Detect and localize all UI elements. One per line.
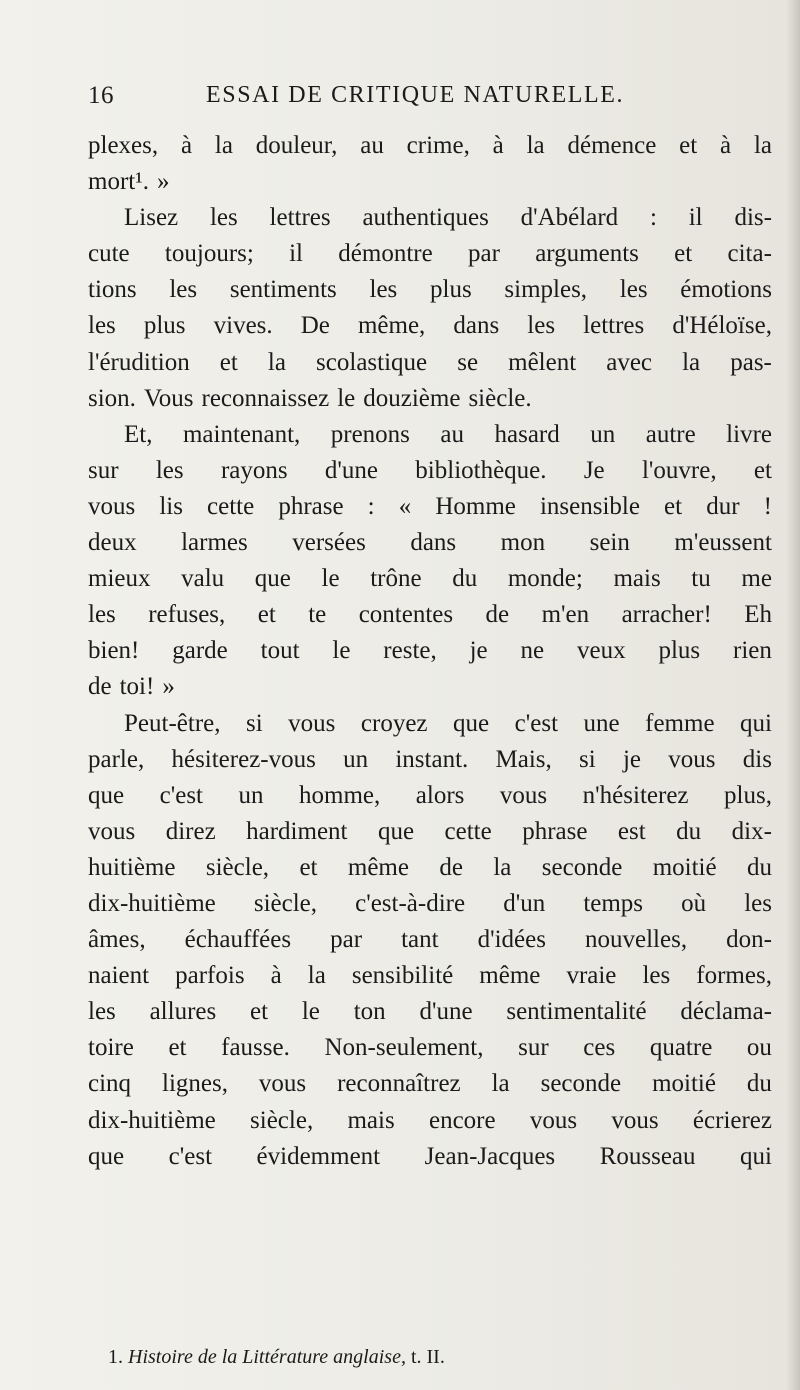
footnote-ref: t. II. xyxy=(410,1346,445,1368)
word: écrierez xyxy=(692,1106,772,1134)
word: c'est xyxy=(514,709,559,737)
word: la xyxy=(491,1070,510,1098)
word: vous xyxy=(499,781,548,809)
word: plus, xyxy=(724,781,772,809)
word: livre xyxy=(726,420,772,448)
word: que xyxy=(88,1142,125,1170)
word: Homme xyxy=(435,492,516,520)
word: il xyxy=(688,204,703,232)
word: cinq xyxy=(88,1070,132,1098)
word: valu xyxy=(181,565,225,593)
footnote xyxy=(108,1346,445,1369)
word: lignes, xyxy=(162,1070,228,1098)
word: veux xyxy=(576,637,626,665)
word: que xyxy=(453,709,490,737)
word: ! xyxy=(763,492,772,520)
word: hésiterez-vous xyxy=(171,745,316,773)
word: sentiments xyxy=(229,276,337,304)
word: toujours; xyxy=(164,240,254,268)
word: du xyxy=(452,565,478,593)
word: Et, xyxy=(124,420,153,448)
word: scolastique xyxy=(316,348,428,376)
word: maintenant, xyxy=(182,420,301,448)
word: contentes xyxy=(358,601,454,629)
word: évidemment xyxy=(256,1142,381,1170)
word: lettres xyxy=(269,204,331,232)
word: à xyxy=(492,132,504,159)
word: c'est xyxy=(159,781,203,809)
word: les xyxy=(169,276,198,304)
text-line xyxy=(88,1030,772,1066)
word: et xyxy=(250,998,269,1026)
word: même, xyxy=(357,312,426,340)
word: sentimentalité xyxy=(506,998,647,1026)
text-line xyxy=(88,922,772,958)
page-header xyxy=(88,82,768,112)
footnote-number: 1. xyxy=(108,1346,123,1368)
word: vraie xyxy=(566,962,617,990)
word: les xyxy=(88,998,116,1026)
word: dix- xyxy=(731,817,772,845)
word: la xyxy=(307,962,326,990)
word: allures xyxy=(149,998,217,1026)
word: au xyxy=(360,132,384,159)
word: âmes, xyxy=(88,926,146,954)
word: insensible xyxy=(539,492,640,520)
word: les xyxy=(744,889,772,917)
text-line xyxy=(88,164,772,200)
word: parle, xyxy=(88,745,145,773)
word: Eh xyxy=(744,601,772,629)
word: vous xyxy=(611,1106,659,1134)
text-line xyxy=(88,1139,772,1175)
word: » xyxy=(162,673,175,701)
word: lettres xyxy=(583,312,645,340)
text-line xyxy=(88,958,772,994)
word: mais xyxy=(613,565,661,593)
word: te xyxy=(308,601,327,629)
word: qui xyxy=(740,1142,772,1170)
word: un xyxy=(238,781,264,809)
page-edge-shadow xyxy=(786,0,800,1390)
word: toire xyxy=(88,1034,134,1062)
word: dur xyxy=(706,492,740,520)
word: les xyxy=(527,312,556,340)
word: bibliothèque. xyxy=(415,456,547,484)
word: mieux xyxy=(88,565,151,593)
word: la xyxy=(526,132,545,159)
word: du xyxy=(746,1070,772,1098)
word: même xyxy=(479,962,541,990)
word: plus xyxy=(143,312,186,340)
word: dis- xyxy=(734,204,772,232)
word: et xyxy=(664,492,683,520)
text-line xyxy=(88,886,772,922)
word: il xyxy=(289,240,304,268)
word: reste, xyxy=(383,637,437,665)
text-line xyxy=(88,453,772,489)
text-line xyxy=(88,850,772,886)
word: parfois xyxy=(175,962,245,990)
word: « xyxy=(398,492,412,520)
word: direz xyxy=(165,817,216,845)
word: et xyxy=(753,456,772,484)
word: toi! xyxy=(119,673,155,701)
text-line xyxy=(88,561,772,597)
word: sur xyxy=(518,1034,549,1062)
word: rayons xyxy=(220,456,288,484)
word: trône xyxy=(370,565,422,593)
word: un xyxy=(343,745,369,773)
word: Jean-Jacques xyxy=(424,1142,556,1170)
word: arracher! xyxy=(621,601,712,629)
word: Lisez xyxy=(124,204,179,232)
word: m'eussent xyxy=(674,529,772,557)
word: moitié xyxy=(652,853,717,881)
word: le xyxy=(321,565,340,593)
word: vous xyxy=(88,492,136,520)
word: du xyxy=(676,817,702,845)
word: femme xyxy=(645,709,715,737)
text-line xyxy=(88,272,772,308)
word: je xyxy=(469,637,488,665)
word: c'est xyxy=(168,1142,213,1170)
word: me xyxy=(741,565,772,593)
word: l'ouvre, xyxy=(641,456,717,484)
word: le xyxy=(337,384,356,412)
word: encore xyxy=(428,1106,496,1134)
text-line xyxy=(88,345,772,381)
word: nouvelles, xyxy=(585,926,688,954)
word: quatre xyxy=(649,1034,713,1062)
word: plus xyxy=(430,276,472,304)
word: crime, xyxy=(406,132,470,159)
word: larmes xyxy=(181,529,248,557)
word: vous xyxy=(668,745,716,773)
word: tout xyxy=(260,637,300,665)
word: démontre xyxy=(338,240,433,268)
word: tant xyxy=(401,926,439,954)
word: siècle, xyxy=(250,1106,314,1134)
word: d'une xyxy=(324,456,378,484)
word: la xyxy=(214,132,233,159)
word: » xyxy=(156,168,170,196)
text-line xyxy=(88,669,772,705)
word: d'Héloïse, xyxy=(672,312,772,340)
word: phrase xyxy=(278,492,344,520)
word: versées xyxy=(292,529,366,557)
word: ton xyxy=(353,998,386,1026)
text-line xyxy=(88,236,772,272)
word: ne xyxy=(520,637,545,665)
word: don- xyxy=(726,926,772,954)
word: moitié xyxy=(652,1070,716,1098)
word: mort¹. xyxy=(88,168,149,196)
word: naient xyxy=(88,962,150,990)
word: : xyxy=(649,204,657,232)
word: ces xyxy=(583,1034,616,1062)
word: temps xyxy=(583,889,644,917)
word: siècle, xyxy=(205,853,270,881)
word: à xyxy=(720,132,732,159)
word: dix-huitième xyxy=(88,889,216,917)
word: cette xyxy=(207,492,255,520)
word: les xyxy=(209,204,238,232)
word: siècle, xyxy=(253,889,318,917)
word: vous xyxy=(258,1070,307,1098)
word: n'hésiterez xyxy=(582,781,689,809)
word: homme, xyxy=(299,781,381,809)
word: je xyxy=(622,745,642,773)
text-line xyxy=(88,778,772,814)
word: par xyxy=(468,240,500,268)
word: De xyxy=(300,312,330,340)
word: siècle. xyxy=(468,384,532,412)
word: et xyxy=(219,348,238,376)
word: est xyxy=(617,817,646,845)
text-line xyxy=(88,417,772,453)
word: mon xyxy=(500,529,546,557)
word: un xyxy=(590,420,616,448)
word: avec xyxy=(606,348,653,376)
word: du xyxy=(747,853,772,881)
word: le xyxy=(332,637,351,665)
word: c'est-à-dire xyxy=(355,889,466,917)
word: les xyxy=(642,962,671,990)
word: simples, xyxy=(504,276,588,304)
text-line xyxy=(88,994,772,1030)
word: reconnaîtrez xyxy=(337,1070,461,1098)
word: m'en xyxy=(541,601,590,629)
body-text xyxy=(88,128,772,1175)
word: que xyxy=(377,817,415,845)
text-line xyxy=(88,742,772,778)
running-head: ESSAI DE CRITIQUE NATURELLE. xyxy=(206,82,625,108)
word: sensibilité xyxy=(351,962,454,990)
word: et xyxy=(257,601,276,629)
word: mais xyxy=(347,1106,395,1134)
text-line xyxy=(88,1066,772,1102)
footnote-title: Histoire de la Littérature anglaise, xyxy=(128,1346,406,1368)
word: où xyxy=(681,889,707,917)
word: sur xyxy=(88,456,119,484)
word: l'érudition xyxy=(88,348,190,376)
word: bien! xyxy=(88,637,140,665)
word: tions xyxy=(88,276,137,304)
word: que xyxy=(88,781,125,809)
word: ou xyxy=(746,1034,772,1062)
word: à xyxy=(270,962,282,990)
text-line xyxy=(88,525,772,561)
word: arguments xyxy=(535,240,639,268)
word: dis xyxy=(742,745,772,773)
word: Vous xyxy=(143,384,194,412)
word: huitième xyxy=(88,853,176,881)
text-line xyxy=(88,814,772,850)
word: si xyxy=(579,745,596,773)
text-line xyxy=(88,633,772,669)
word: monde; xyxy=(507,565,583,593)
word: prenons xyxy=(330,420,410,448)
word: croyez xyxy=(360,709,428,737)
word: phrase xyxy=(522,817,588,845)
word: qui xyxy=(740,709,772,737)
word: tu xyxy=(691,565,711,593)
word: si xyxy=(245,709,263,737)
word: seconde xyxy=(541,853,623,881)
text-line xyxy=(88,308,772,344)
word: Peut-être, xyxy=(124,709,221,737)
word: vous xyxy=(288,709,336,737)
word: d'une xyxy=(419,998,473,1026)
word: et xyxy=(299,853,318,881)
text-line xyxy=(88,597,772,633)
word: les xyxy=(88,312,116,340)
word: d'idées xyxy=(477,926,546,954)
word: sion. xyxy=(88,384,136,412)
word: alors xyxy=(415,781,465,809)
word: une xyxy=(583,709,620,737)
word: hardiment xyxy=(246,817,348,845)
word: et xyxy=(674,240,693,268)
word: la xyxy=(267,348,286,376)
word: la xyxy=(753,132,772,159)
word: la xyxy=(493,853,512,881)
word: déclama- xyxy=(680,998,772,1026)
word: de xyxy=(439,853,463,881)
word: d'Abélard xyxy=(520,204,619,232)
word: les xyxy=(369,276,398,304)
word: la xyxy=(682,348,701,376)
word: dans xyxy=(410,529,457,557)
word: lis xyxy=(159,492,183,520)
text-line xyxy=(88,1103,772,1139)
word: Je xyxy=(583,456,605,484)
word: douzième xyxy=(363,384,461,412)
word: Rousseau xyxy=(599,1142,696,1170)
word: cita- xyxy=(727,240,772,268)
word: que xyxy=(254,565,291,593)
word: d'un xyxy=(503,889,546,917)
word: autre xyxy=(645,420,696,448)
word: formes, xyxy=(696,962,772,990)
word: le xyxy=(301,998,320,1026)
word: se xyxy=(457,348,479,376)
word: vives. xyxy=(213,312,273,340)
text-line xyxy=(88,128,772,164)
word: démence xyxy=(567,132,657,159)
word: de xyxy=(88,673,112,701)
word: les xyxy=(88,601,116,629)
word: même xyxy=(347,853,409,881)
word: Non-seulement, xyxy=(324,1034,484,1062)
page-number: 16 xyxy=(88,82,114,109)
word: échauffées xyxy=(184,926,292,954)
text-line xyxy=(88,489,772,525)
word: fausse. xyxy=(221,1034,290,1062)
word: sein xyxy=(589,529,630,557)
text-line xyxy=(88,200,772,236)
word: au xyxy=(440,420,465,448)
word: émotions xyxy=(680,276,772,304)
text-line xyxy=(88,706,772,742)
word: rien xyxy=(733,637,772,665)
word: plus xyxy=(658,637,701,665)
word: mêlent xyxy=(508,348,577,376)
word: reconnaissez xyxy=(201,384,330,412)
word: instant. xyxy=(395,745,469,773)
word: authentiques xyxy=(362,204,489,232)
word: hasard xyxy=(494,420,560,448)
word: pas- xyxy=(730,348,772,376)
word: vous xyxy=(529,1106,578,1134)
word: garde xyxy=(172,637,228,665)
word: les xyxy=(155,456,184,484)
word: cute xyxy=(88,240,130,268)
word: plexes, xyxy=(88,132,159,159)
word: et xyxy=(168,1034,187,1062)
word: les xyxy=(619,276,648,304)
word: vous xyxy=(88,817,136,845)
word: seconde xyxy=(540,1070,622,1098)
word: dix-huitième xyxy=(88,1106,216,1134)
word: cette xyxy=(444,817,492,845)
word: et xyxy=(679,132,698,159)
word: : xyxy=(367,492,375,520)
word: Mais, xyxy=(495,745,552,773)
word: de xyxy=(485,601,510,629)
word: à xyxy=(180,132,193,159)
word: dans xyxy=(453,312,500,340)
word: douleur, xyxy=(255,132,338,159)
text-line xyxy=(88,381,772,417)
word: deux xyxy=(88,529,137,557)
word: par xyxy=(330,926,363,954)
word: refuses, xyxy=(148,601,226,629)
